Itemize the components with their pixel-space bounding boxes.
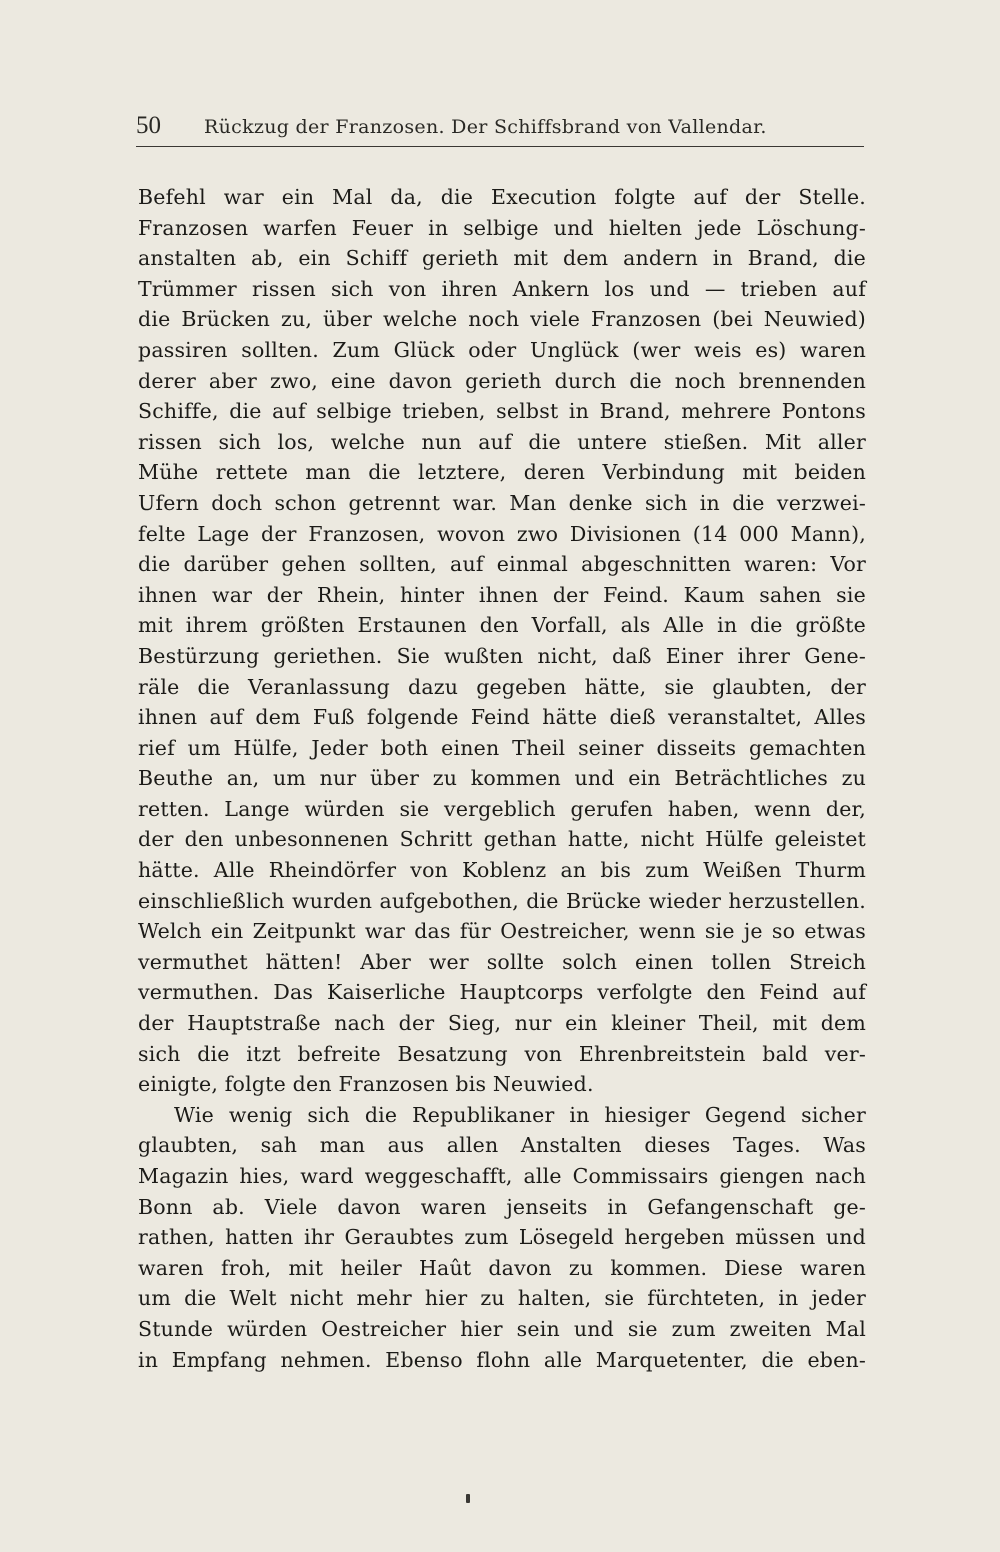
text-line: Trümmer rissen sich von ihren Ankern los und — trieben auf <box>138 276 866 301</box>
text-line: die darüber gehen sollten, auf einmal abgeschnitten waren: Vor <box>138 552 866 577</box>
text-line: die Brücken zu, über welche noch viele Franzosen (bei Neuwied) <box>138 307 866 332</box>
text-line: rissen sich los, welche nun auf die untere stießen. Mit aller <box>138 429 866 454</box>
body-text <box>138 182 866 1375</box>
text-line: der Hauptstraße nach der Sieg, nur ein kleiner Theil, mit dem <box>138 1011 866 1036</box>
text-line: Franzosen warfen Feuer in selbige und hielten jede Löschung- <box>138 215 866 240</box>
text-line: Ufern doch schon getrennt war. Man denke sich in die verzwei- <box>138 490 866 515</box>
text-line: passiren sollten. Zum Glück oder Unglück (wer weis es) waren <box>138 337 866 362</box>
text-line: Bonn ab. Viele davon waren jenseits in Gefangenschaft ge- <box>138 1194 866 1219</box>
text-line: ihnen war der Rhein, hinter ihnen der Feind. Kaum sahen sie <box>138 582 866 607</box>
text-line: ihnen auf dem Fuß folgende Feind hätte dieß veranstaltet, Alles <box>138 705 866 730</box>
text-line: Beuthe an, um nur über zu kommen und ein Beträchtliches zu <box>138 766 866 791</box>
text-line: Stunde würden Oestreicher hier sein und sie zum zweiten Mal <box>138 1316 866 1341</box>
text-line: hätte. Alle Rheindörfer von Koblenz an bis zum Weißen Thurm <box>138 858 866 883</box>
text-line: vermuthet hätten! Aber wer sollte solch einen tollen Streich <box>138 949 866 974</box>
text-line: felte Lage der Franzosen, wovon zwo Divisionen (14 000 Mann), <box>138 521 866 546</box>
text-line: rief um Hülfe, Jeder both einen Theil seiner disseits gemachten <box>138 735 866 760</box>
paragraph <box>138 182 866 1100</box>
text-line: mit ihrem größten Erstaunen den Vorfall, als Alle in die größte <box>138 613 866 638</box>
text-line: sich die itzt befreite Besatzung von Ehrenbreitstein bald ver- <box>138 1041 866 1066</box>
running-title: Rückzug der Franzosen. Der Schiffsbrand von Vallendar. <box>204 116 767 138</box>
text-line: glaubten, sah man aus allen Anstalten dieses Tages. Was <box>138 1133 866 1158</box>
text-line: waren froh, mit heiler Haût davon zu kommen. Diese waren <box>138 1255 866 1280</box>
text-line: räle die Veranlassung dazu gegeben hätte, sie glaubten, der <box>138 674 866 699</box>
page-number: 50 <box>136 112 161 139</box>
text-line: Wie wenig sich die Republikaner in hiesiger Gegend sicher <box>174 1102 866 1127</box>
text-line: Befehl war ein Mal da, die Execution folgte auf der Stelle. <box>138 185 866 209</box>
text-line: vermuthen. Das Kaiserliche Hauptcorps verfolgte den Feind auf <box>138 980 866 1005</box>
text-line: in Empfang nehmen. Ebenso flohn alle Marquetenter, die eben- <box>138 1347 866 1372</box>
text-line: rathen, hatten ihr Geraubtes zum Lösegeld hergeben müssen und <box>138 1225 866 1250</box>
text-line: Welch ein Zeitpunkt war das für Oestreicher, wenn sie je so etwas <box>138 919 866 944</box>
text-line: einschließlich wurden aufgebothen, die Brücke wieder herzustellen. <box>138 888 866 913</box>
paragraph <box>138 1100 866 1375</box>
running-head <box>136 112 864 142</box>
page-mark <box>466 1494 470 1503</box>
text-line: retten. Lange würden sie vergeblich gerufen haben, wenn der, <box>138 796 866 821</box>
text-line: Mühe rettete man die letztere, deren Verbindung mit beiden <box>138 460 866 485</box>
text-line: um die Welt nicht mehr hier zu halten, sie fürchteten, in jeder <box>138 1286 866 1311</box>
text-line: Schiffe, die auf selbige trieben, selbst in Brand, mehrere Pontons <box>138 399 866 424</box>
text-line: Bestürzung geriethen. Sie wußten nicht, daß Einer ihrer Gene- <box>138 643 866 668</box>
text-line: anstalten ab, ein Schiff gerieth mit dem andern in Brand, die <box>138 246 866 271</box>
text-line: einigte, folgte den Franzosen bis Neuwied. <box>138 1072 594 1097</box>
text-line: Magazin hies, ward weggeschafft, alle Commissairs giengen nach <box>138 1164 866 1188</box>
header-rule <box>136 146 864 147</box>
text-line: der den unbesonnenen Schritt gethan hatte, nicht Hülfe geleistet <box>138 827 866 852</box>
text-line: derer aber zwo, eine davon gerieth durch die noch brennenden <box>138 368 866 393</box>
